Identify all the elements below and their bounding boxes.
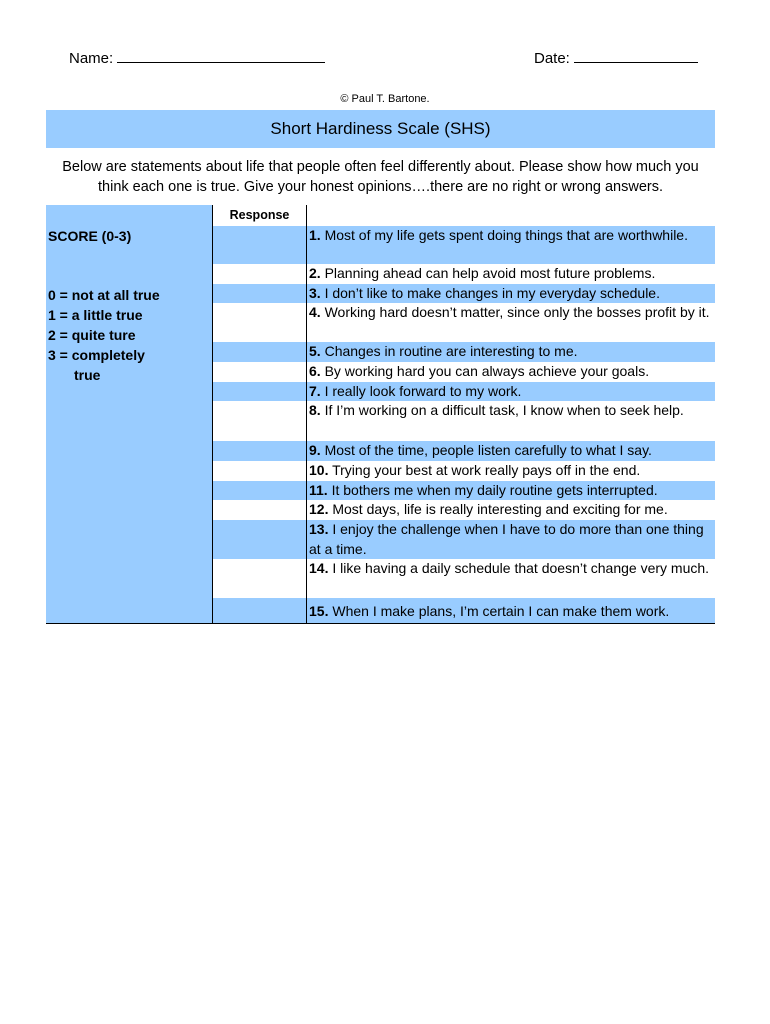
- item-text: I don’t like to make changes in my everyday schedule.: [320, 285, 660, 301]
- statement-cell: [307, 382, 715, 401]
- legend-item: 2 = quite ture: [48, 327, 136, 343]
- response-header: Response: [229, 208, 290, 222]
- item-text: Most days, life is really interesting and exciting for me.: [328, 501, 668, 517]
- response-cell[interactable]: [213, 362, 306, 382]
- statement-cell: [307, 362, 715, 382]
- item-number: 10.: [309, 462, 329, 478]
- item-number: 2.: [309, 265, 321, 281]
- statement-cell: [307, 226, 715, 264]
- response-cell[interactable]: [213, 500, 306, 520]
- response-cell[interactable]: [213, 598, 306, 623]
- table-row: [213, 284, 715, 303]
- response-cell[interactable]: [213, 264, 306, 284]
- item-number: 5.: [309, 343, 321, 359]
- date-input-line[interactable]: [574, 48, 698, 63]
- table-row: [213, 382, 715, 401]
- table-row: [213, 461, 715, 481]
- item-text: I like having a daily schedule that doesn’t change very much.: [328, 560, 710, 576]
- response-cell[interactable]: [213, 559, 306, 598]
- item-text: When I make plans, I’m certain I can make them work.: [328, 603, 670, 619]
- date-field[interactable]: [534, 48, 698, 67]
- statement-cell: [307, 401, 715, 441]
- item-text: I really look forward to my work.: [320, 383, 522, 399]
- response-cell[interactable]: [213, 284, 306, 303]
- statement-cell: [307, 481, 715, 500]
- item-text: I enjoy the challenge when I have to do more than one thing at a time.: [309, 521, 704, 557]
- statement-cell: [307, 264, 715, 284]
- response-cell[interactable]: [213, 441, 306, 461]
- date-label: Date:: [534, 50, 570, 67]
- statement-cell: [307, 303, 715, 342]
- statement-cell: [307, 284, 715, 303]
- statement-cell: [307, 342, 715, 362]
- table-row: [213, 226, 715, 264]
- table-row: [213, 362, 715, 382]
- column-divider: [306, 205, 307, 623]
- statement-cell: [307, 520, 715, 559]
- name-label: Name:: [69, 50, 114, 67]
- statement-cell: [307, 441, 715, 461]
- statement-cell: [307, 500, 715, 520]
- item-number: 4.: [309, 304, 321, 320]
- item-number: 11.: [309, 482, 328, 498]
- instructions: Below are statements about life that people often feel differently about. Please show how much you think each one is true. Give your honest opinions….there are no right or wrong answers.: [62, 159, 699, 195]
- item-number: 15.: [309, 603, 329, 619]
- item-number: 7.: [309, 383, 321, 399]
- item-text: Working hard doesn’t matter, since only the bosses profit by it.: [320, 304, 710, 320]
- score-column: [46, 205, 212, 623]
- response-cell[interactable]: [213, 401, 306, 441]
- name-input-line[interactable]: [117, 48, 325, 63]
- table-row: [213, 481, 715, 500]
- response-cell[interactable]: [213, 226, 306, 264]
- item-text: Most of my life gets spent doing things that are worthwhile.: [320, 227, 688, 243]
- statement-cell: [307, 559, 715, 598]
- response-cell[interactable]: [213, 520, 306, 559]
- response-cell[interactable]: [213, 382, 306, 401]
- item-text: Planning ahead can help avoid most future problems.: [320, 265, 656, 281]
- copyright: © Paul T. Bartone.: [340, 93, 430, 105]
- legend-item: 3 = completely: [48, 347, 145, 363]
- item-number: 8.: [309, 402, 321, 418]
- response-cell[interactable]: [213, 342, 306, 362]
- item-number: 9.: [309, 442, 321, 458]
- column-divider: [212, 205, 213, 623]
- statement-cell: [307, 461, 715, 481]
- item-text: If I’m working on a difficult task, I know when to seek help.: [320, 402, 684, 418]
- table-row: [213, 598, 715, 623]
- item-text: Changes in routine are interesting to me.: [320, 343, 578, 359]
- name-field[interactable]: [69, 48, 325, 67]
- item-number: 6.: [309, 363, 321, 379]
- table-row: [213, 441, 715, 461]
- table-row: [213, 500, 715, 520]
- score-header: SCORE (0-3): [48, 228, 132, 244]
- legend-item: 0 = not at all true: [48, 287, 160, 303]
- item-number: 13.: [309, 521, 329, 537]
- table-row: [213, 264, 715, 284]
- item-text: Trying your best at work really pays off in the end.: [328, 462, 641, 478]
- table-row: [213, 342, 715, 362]
- response-cell[interactable]: [213, 481, 306, 500]
- legend-item: true: [74, 367, 101, 383]
- response-cell[interactable]: [213, 303, 306, 342]
- item-number: 12.: [309, 501, 329, 517]
- item-number: 14.: [309, 560, 329, 576]
- page-title: Short Hardiness Scale (SHS): [46, 110, 715, 148]
- table-row: [213, 520, 715, 559]
- response-cell[interactable]: [213, 461, 306, 481]
- statement-cell: [307, 598, 715, 623]
- table-row: [213, 401, 715, 441]
- item-number: 1.: [309, 227, 321, 243]
- score-legend: [48, 285, 160, 385]
- scale-table: [46, 205, 715, 624]
- item-number: 3.: [309, 285, 321, 301]
- item-text: By working hard you can always achieve your goals.: [320, 363, 650, 379]
- table-row: [213, 559, 715, 598]
- item-text: Most of the time, people listen carefully to what I say.: [320, 442, 652, 458]
- table-row: [213, 303, 715, 342]
- item-text: It bothers me when my daily routine gets interrupted.: [327, 482, 658, 498]
- legend-item: 1 = a little true: [48, 307, 143, 323]
